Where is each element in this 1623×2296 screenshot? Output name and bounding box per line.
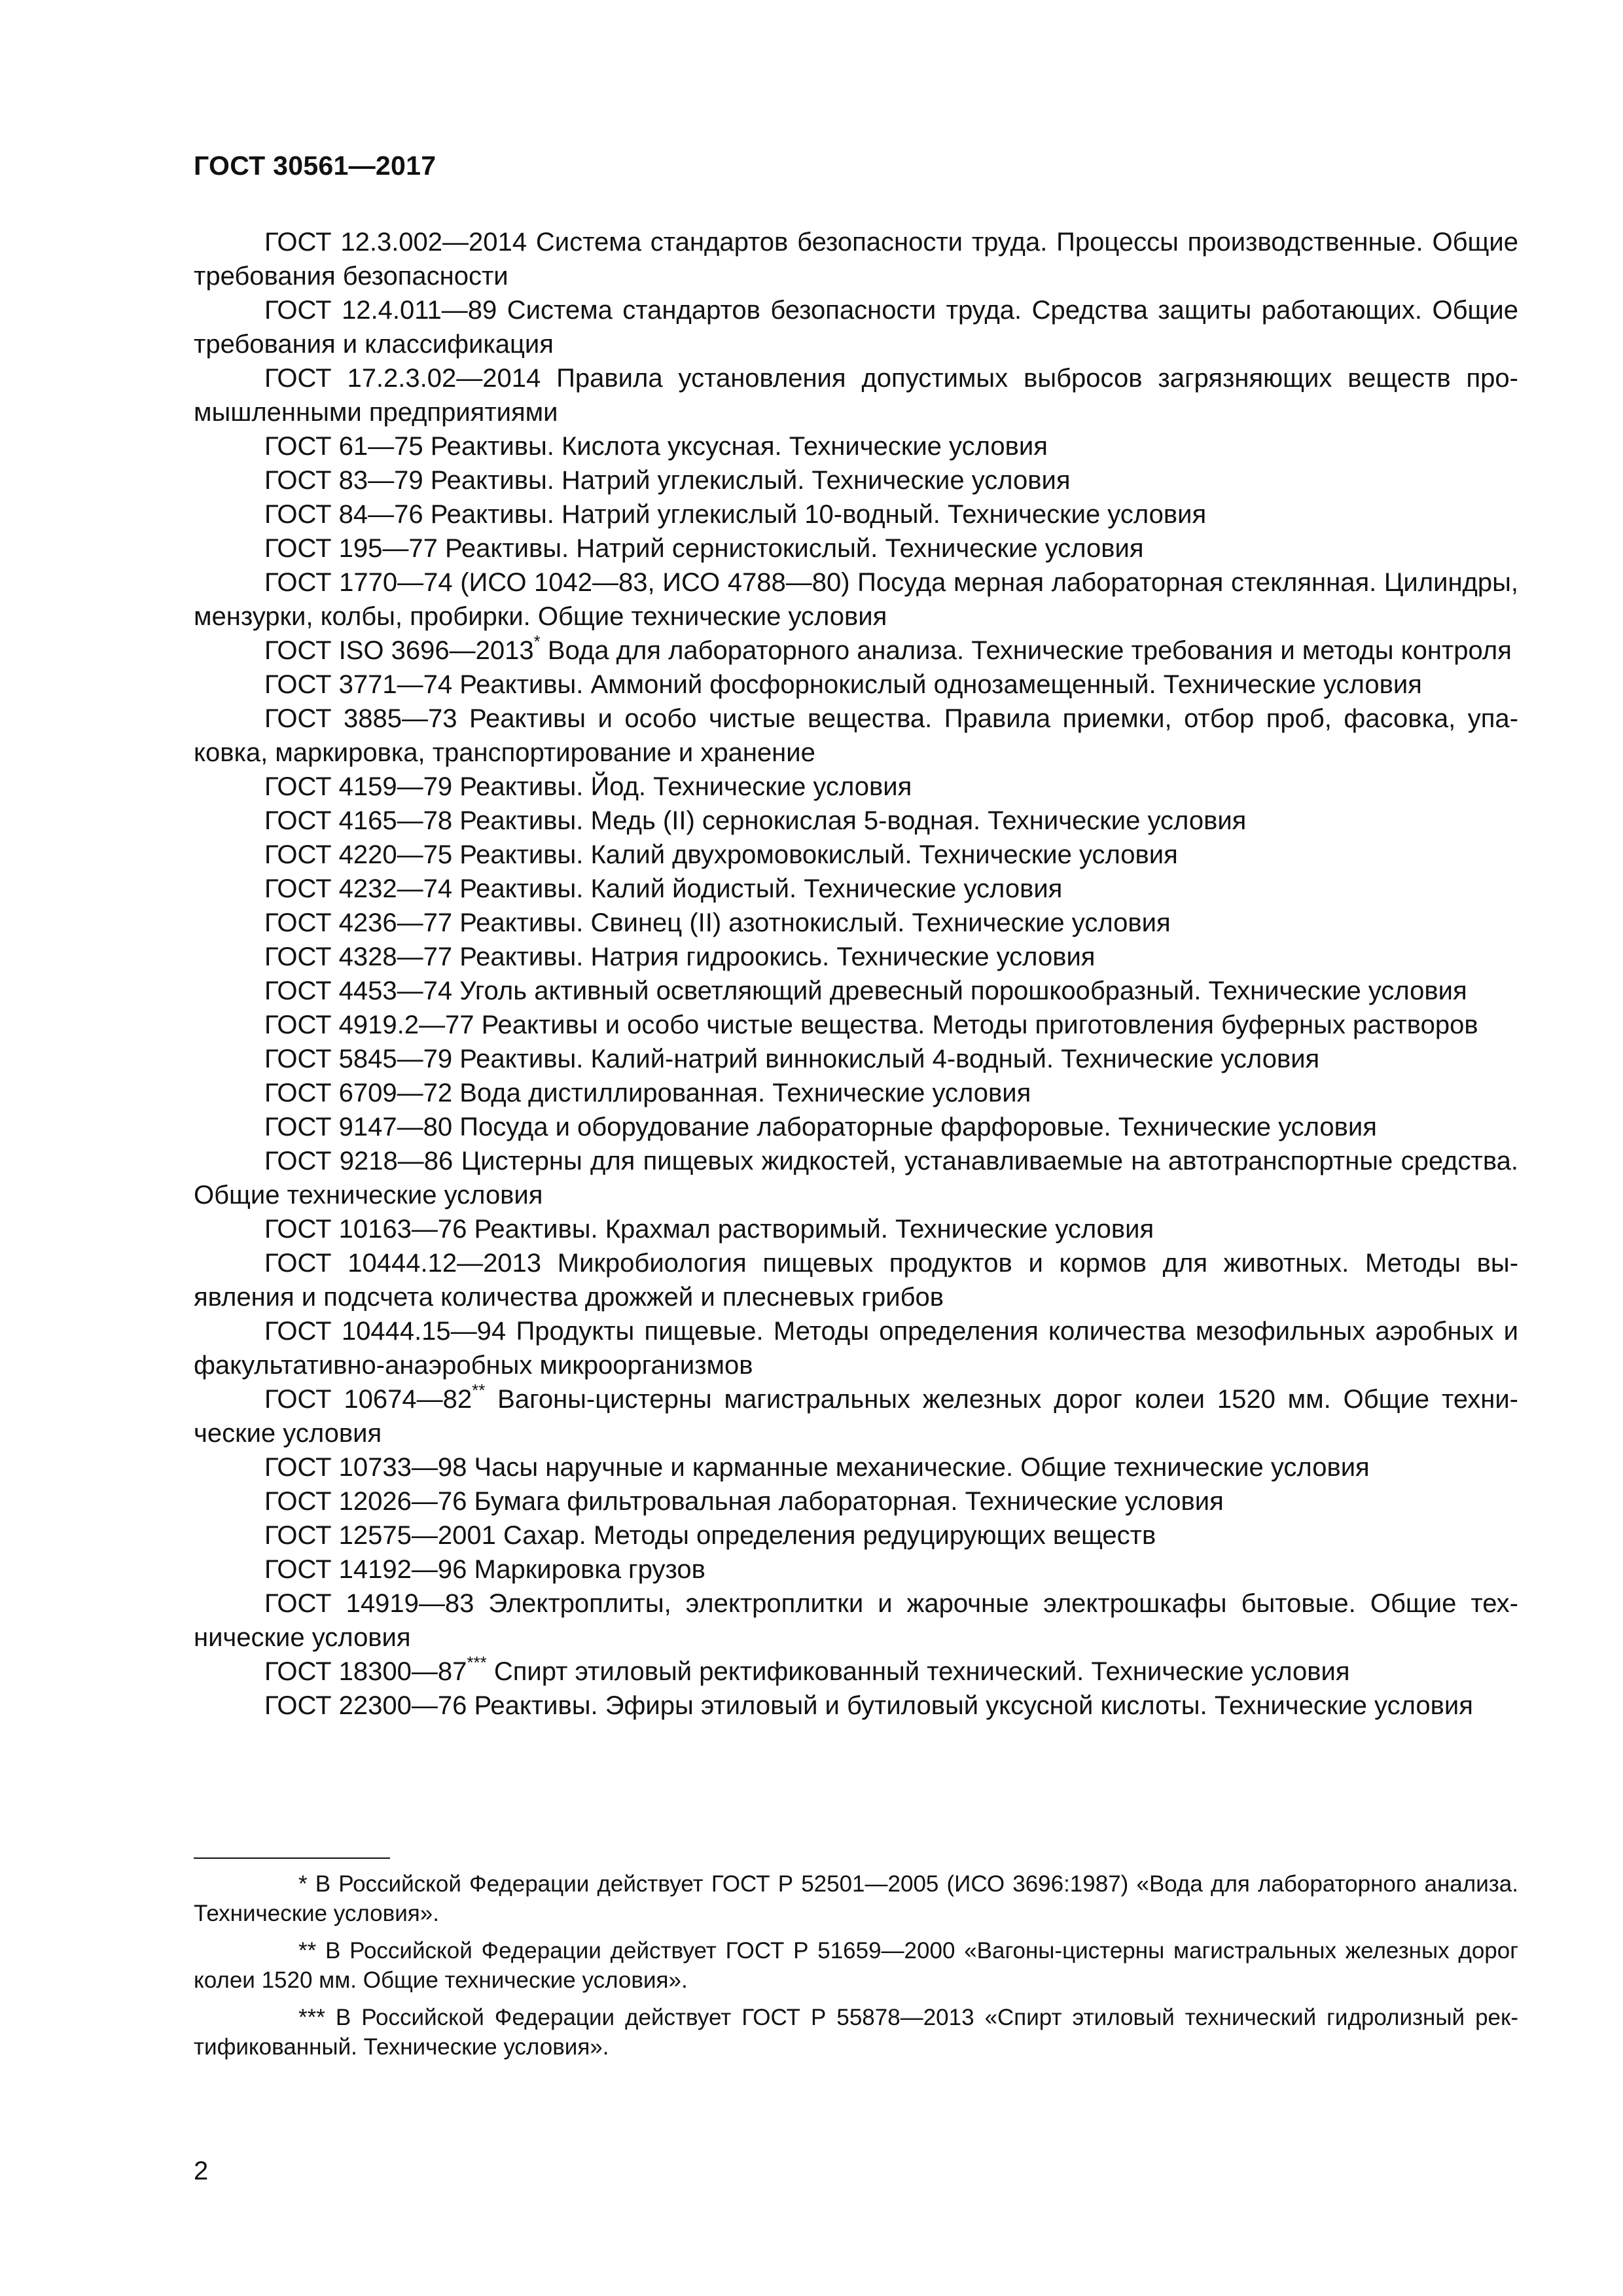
reference-code: ГОСТ 10674—82 [264, 1385, 473, 1414]
reference-entry [194, 361, 1518, 429]
reference-title: Реактивы. Натрий углекислый 10-водный. Технические условия [423, 500, 1207, 529]
reference-code: ГОСТ 4165—78 [264, 806, 453, 835]
footnote-marker: * [533, 632, 541, 651]
reference-code: ГОСТ 195—77 [264, 534, 438, 563]
reference-title: Сахар. Методы определения редуцирующих веществ [495, 1521, 1156, 1550]
reference-code: ГОСТ 4232—74 [264, 874, 453, 903]
reference-entry [194, 872, 1518, 906]
reference-title: Посуда и оборудование лабораторные фарфоровые. Технические условия [452, 1113, 1377, 1141]
reference-title: Маркировка грузов [467, 1555, 705, 1584]
reference-code: ГОСТ 17.2.3.02—2014 [264, 364, 541, 393]
reference-code: ГОСТ 83—79 [264, 466, 423, 495]
reference-title: Реактивы. Натрий углекислый. Технические условия [423, 466, 1071, 495]
reference-entry [194, 1552, 1518, 1587]
footnote-marker: ** [472, 1380, 486, 1400]
reference-entry [194, 1655, 1518, 1689]
reference-code: ГОСТ 3885—73 [264, 704, 457, 733]
reference-entry [194, 1382, 1518, 1450]
reference-title: Реактивы. Натрия гидроокись. Технические условия [452, 942, 1096, 971]
reference-code: ГОСТ 4220—75 [264, 840, 453, 869]
reference-code: ГОСТ 84—76 [264, 500, 423, 529]
reference-entry [194, 293, 1518, 361]
reference-title: Реактивы. Медь (II) сернокислая 5-водная. Технические условия [452, 806, 1247, 835]
reference-entry [194, 668, 1518, 702]
reference-code: ГОСТ 3771—74 [264, 670, 453, 699]
reference-title: Бумага фильтровальная лабораторная. Технические условия [467, 1487, 1224, 1516]
reference-code: ГОСТ 6709—72 [264, 1079, 453, 1107]
reference-code: ГОСТ 12.3.002—2014 [264, 228, 527, 257]
page-number: 2 [194, 2157, 209, 2185]
reference-entry [194, 1246, 1518, 1314]
reference-entry [194, 565, 1518, 634]
reference-code: ГОСТ 18300—87 [264, 1657, 467, 1686]
reference-entry [194, 1450, 1518, 1484]
footnote-separator [194, 1857, 390, 1859]
reference-entry [194, 531, 1518, 565]
reference-title: Вода для лабораторного анализа. Технические требования и методы контроля [540, 636, 1512, 665]
reference-entry [194, 770, 1518, 804]
reference-code: ГОСТ 1770—74 [264, 568, 453, 597]
reference-code: ГОСТ 4919.2—77 [264, 1011, 474, 1039]
reference-entry [194, 940, 1518, 974]
footnote-marker: *** [467, 1653, 487, 1672]
reference-code: ГОСТ 12.4.011—89 [264, 296, 497, 325]
reference-entry [194, 1008, 1518, 1042]
reference-code: ГОСТ 4236—77 [264, 908, 453, 937]
reference-code: ГОСТ 10163—76 [264, 1215, 467, 1244]
reference-entry [194, 1689, 1518, 1723]
reference-title: Реактивы. Йод. Технические условия [452, 772, 912, 801]
reference-entry [194, 1212, 1518, 1246]
reference-entry [194, 1076, 1518, 1110]
footnote-entry: ** В Российской Федерации действует ГОСТ Р 51659—2000 «Вагоны-цистерны магистральных железных дорог колеи 1520 мм. Общие технические условия». [194, 1938, 1518, 1993]
reference-entry [194, 1314, 1518, 1382]
reference-entry [194, 906, 1518, 940]
reference-title: Продукты пищевые. Методы определения количества мезофильных аэробных и факультативно-анаэробных микроорганизмов [194, 1317, 1518, 1380]
reference-code: ГОСТ 9147—80 [264, 1113, 453, 1141]
reference-code: ГОСТ 9218—86 [264, 1147, 454, 1175]
normative-references-list [194, 225, 1518, 1723]
reference-entry [194, 1484, 1518, 1518]
reference-code: ГОСТ 12026—76 [264, 1487, 467, 1516]
reference-entry [194, 974, 1518, 1008]
reference-code: ГОСТ 4159—79 [264, 772, 453, 801]
reference-entry [194, 1587, 1518, 1655]
reference-code: ГОСТ 12575—2001 [264, 1521, 496, 1550]
reference-code: ГОСТ 4328—77 [264, 942, 453, 971]
reference-title: Реактивы. Натрий сернистокислый. Технические условия [437, 534, 1144, 563]
reference-entry [194, 225, 1518, 293]
reference-entry [194, 1518, 1518, 1552]
reference-title: Реактивы. Калий-натрий виннокислый 4-водный. Технические условия [452, 1045, 1320, 1073]
reference-title: Реактивы. Крахмал растворимый. Технические условия [467, 1215, 1154, 1244]
reference-title: Реактивы. Кислота уксусная. Технические условия [423, 432, 1048, 461]
footnotes [194, 1869, 1518, 2070]
reference-entry [194, 1110, 1518, 1144]
reference-title: Реактивы и особо чистые вещества. Правила приемки, отбор проб, фасовка, упаковка, маркировка, транспортирование и хранение [194, 704, 1519, 767]
reference-title: (ИСО 1042—83, ИСО 4788—80) Посуда мерная лабораторная стеклянная. Цилиндры, мензурки, колбы, пробирки. Общие технические условия [194, 568, 1519, 631]
reference-title: Реактивы. Калий йодистый. Технические условия [452, 874, 1063, 903]
reference-code: ГОСТ 22300—76 [264, 1691, 467, 1720]
reference-title: Реактивы и особо чистые вещества. Методы приготовления буферных растворов [474, 1011, 1478, 1039]
reference-entry [194, 1042, 1518, 1076]
reference-entry [194, 702, 1518, 770]
reference-entry [194, 429, 1518, 463]
reference-code: ГОСТ 10733—98 [264, 1453, 467, 1482]
reference-title: Микробиология пищевых продуктов и кормов для животных. Методы выявления и подсчета количества дрожжей и плесневых грибов [194, 1249, 1519, 1312]
reference-entry [194, 1144, 1518, 1212]
footnote-entry: * В Российской Федерации действует ГОСТ Р 52501—2005 (ИСО 3696:1987) «Вода для лабораторного анализа. Технические условия». [194, 1871, 1518, 1926]
reference-title: Правила установления допустимых выбросов загрязняющих веществ промышленными предприятиями [194, 364, 1518, 427]
reference-title: Спирт этиловый ректификованный технический. Технические условия [486, 1657, 1350, 1686]
reference-title: Реактивы. Эфиры этиловый и бутиловый уксусной кислоты. Технические условия [467, 1691, 1473, 1720]
reference-code: ГОСТ 4453—74 [264, 977, 453, 1005]
reference-entry [194, 838, 1518, 872]
reference-title: Вода дистиллированная. Технические условия [452, 1079, 1031, 1107]
reference-title: Система стандартов безопасности труда. Средства защиты работающих. Общие требования и классификация [194, 296, 1519, 359]
reference-title: Система стандартов безопасности труда. Процессы производственные. Общие требования безопасности [194, 228, 1518, 291]
reference-code: ГОСТ 61—75 [264, 432, 423, 461]
document-header: ГОСТ 30561—2017 [194, 151, 437, 181]
reference-code: ГОСТ 5845—79 [264, 1045, 453, 1073]
reference-title: Вагоны-цистерны магистральных железных дорог колеи 1520 мм. Общие технические условия [194, 1385, 1518, 1448]
reference-entry [194, 497, 1518, 531]
reference-code: ГОСТ 10444.12—2013 [264, 1249, 542, 1278]
reference-entry [194, 804, 1518, 838]
reference-title: Реактивы. Свинец (II) азотнокислый. Технические условия [452, 908, 1171, 937]
footnote-entry: *** В Российской Федерации действует ГОСТ Р 55878—2013 «Спирт этиловый технический гидролизный ректификованный. Технические условия». [194, 2005, 1518, 2060]
reference-code: ГОСТ 14919—83 [264, 1589, 474, 1618]
reference-code: ГОСТ 14192—96 [264, 1555, 467, 1584]
reference-title: Цистерны для пищевых жидкостей, устанавливаемые на автотранспортные средства. Общие технические условия [194, 1147, 1519, 1210]
reference-code: ГОСТ ISO 3696—2013 [264, 636, 534, 665]
reference-title: Электроплиты, электроплитки и жарочные электрошкафы бытовые. Общие технические условия [194, 1589, 1518, 1652]
reference-title: Реактивы. Аммоний фосфорнокислый однозамещенный. Технические условия [452, 670, 1422, 699]
reference-title: Часы наручные и карманные механические. Общие технические условия [467, 1453, 1370, 1482]
reference-code: ГОСТ 10444.15—94 [264, 1317, 507, 1346]
reference-entry [194, 463, 1518, 497]
reference-entry [194, 634, 1518, 668]
reference-title: Уголь активный осветляющий древесный порошкообразный. Технические условия [452, 977, 1467, 1005]
reference-title: Реактивы. Калий двухромовокислый. Технические условия [452, 840, 1178, 869]
